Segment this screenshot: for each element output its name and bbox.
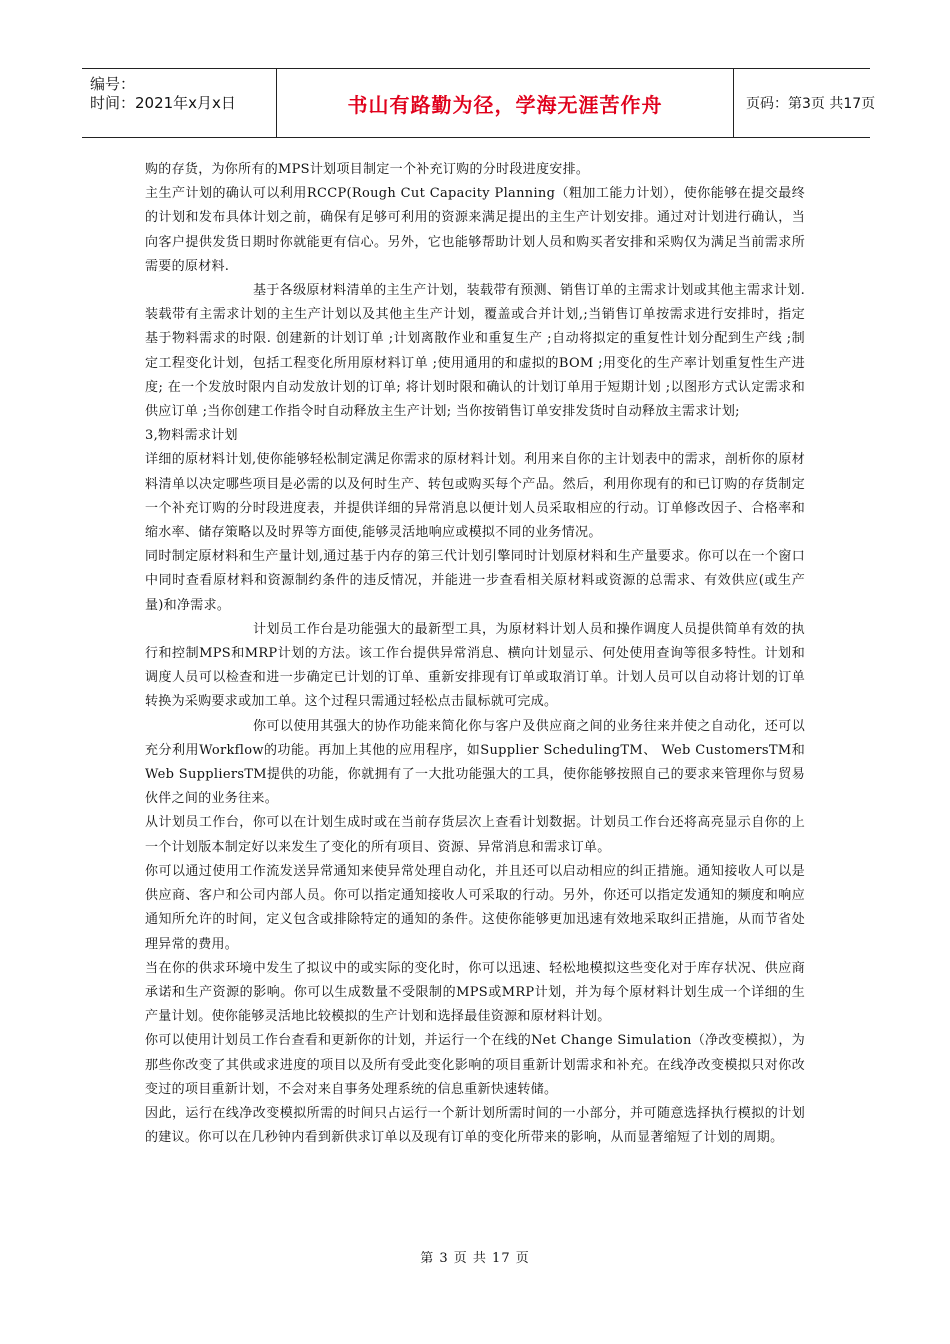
header-page-cell <box>734 69 876 137</box>
section-heading: 3,物料需求计划 <box>145 428 238 444</box>
page-footer: 第 3 页 共 17 页 <box>420 1251 530 1266</box>
paragraph: 当在你的供求环境中发生了拟议中的或实际的变化时，你可以迅速、轻松地模拟这些变化对于库存状况、供应商承诺和生产资源的影响。你可以生成数量不受限制的MPS或MRP计划，并为每个原材料计划生成一个详细的生产量计划。使你能够灵活地比较模拟的生产计划和选择最佳资源和原材料计划。 <box>145 960 805 1025</box>
doc-number-label: 编号： <box>90 75 136 93</box>
paragraph: 基于各级原材料清单的主生产计划，装载带有预测、销售订单的主需求计划或其他主需求计划.装载带有主需求计划的主生产计划以及其他主生产计划，覆盖或合并计划,;当销售订单按需求进行安排时，指定基于物料需求的时限. 创建新的计划订单 ;计划离散作业和重复生产 ;自动将拟定的重复性计划分配到生产线 ;制定工程变化计划，包括工程变化所用原材料订单 ;使用通用的和虚拟的BOM ;用变化的生产率计划重复性生产进度; 在一个发放时限内自动发放计划的订单; 将计划时限和确认的计划订单用于短期计划 ;以图形方式认定需求和供应订单 ;当你创建工作指令时自动释放主生产计划; 当你按销售订单安排发货时自动释放主需求计划; <box>145 283 805 420</box>
paragraph: 主生产计划的确认可以利用RCCP(Rough Cut Capacity Planning（粗加工能力计划），使你能够在提交最终的计划和发布具体计划之前，确保有足够可利用的资源来满足提出的主生产计划安排。通过对计划进行确认，当向客户提供发货日期时你就能更有信心。另外，它也能够帮助计划人员和购买者安排和采购仅为满足当前需求所需要的原材料. <box>145 186 805 274</box>
paragraph: 计划员工作台是功能强大的最新型工具，为原材料计划人员和操作调度人员提供简单有效的执行和控制MPS和MRP计划的方法。该工作台提供异常消息、横向计划显示、何处使用查询等很多特性。计划和调度人员可以检查和进一步确定已计划的订单、重新安排现有订单或取消订单。计划人员可以自动将计划的订单转换为采购要求或加工单。这个过程只需通过轻松点击鼠标就可完成。 <box>145 621 805 710</box>
paragraph: 同时制定原材料和生产量计划,通过基于内存的第三代计划引擎同时计划原材料和生产量要求。你可以在一个窗口中同时查看原材料和资源制约条件的违反情况，并能进一步查看相关原材料或资源的总需求、有效供应(或生产量)和净需求。 <box>145 549 805 613</box>
motto-text: 书山有路勤为径，学海无涯苦作舟 <box>347 92 663 117</box>
paragraph: 因此，运行在线净改变模拟所需的时间只占运行一个新计划所需时间的一小部分，并可随意选择执行模拟的计划的建议。你可以在几秒钟内看到新供求订单以及现有订单的变化所带来的影响，从而显著缩短了计划的周期。 <box>145 1105 805 1146</box>
paragraph: 购的存货，为你所有的MPS计划项目制定一个补充订购的分时段进度安排。 <box>145 162 590 177</box>
header-motto-cell <box>277 69 734 137</box>
page-header <box>82 68 876 138</box>
paragraph: 你可以通过使用工作流发送异常通知来使异常处理自动化，并且还可以启动相应的纠正措施。通知接收人可以是供应商、客户和公司内部人员。你可以指定通知接收人可采取的行动。另外，你还可以指定发通知的频度和响应通知所允许的时间，定义包含或排除特定的通知的条件。这使你能够更加迅速有效地采取纠正措施，从而节省处理异常的费用。 <box>145 863 805 952</box>
document-body <box>145 158 805 1150</box>
paragraph: 详细的原材料计划,使你能够轻松制定满足你需求的原材料计划。利用来自你的主计划表中的需求，剖析你的原材料清单以决定哪些项目是必需的以及何时生产、转包或购买每个产品。然后，利用你现有的和已订购的存货制定一个补充订购的分时段进度表，并提供详细的异常消息以便计划人员采取相应的行动。订单修改因子、合格率和缩水率、储存策略以及时界等方面使,能够灵活地响应或模拟不同的业务情况。 <box>145 452 805 541</box>
paragraph: 你可以使用计划员工作台查看和更新你的计划，并运行一个在线的Net Change Simulation（净改变模拟），为那些你改变了其供或求进度的项目以及所有受此变化影响的项目重新计划需求和补充。在线净改变模拟只对你改变过的项目重新计划，不会对来自事务处理系统的信息重新快速转储。 <box>145 1033 805 1097</box>
paragraph: 从计划员工作台，你可以在计划生成时或在当前存货层次上查看计划数据。计划员工作台还将高亮显示自你的上一个计划版本制定好以来发生了变化的所有项目、资源、异常消息和需求订单。 <box>145 815 805 855</box>
page-code: 页码：第3页 共17页 <box>746 96 876 112</box>
header-info-cell <box>82 69 277 137</box>
paragraph: 你可以使用其强大的协作功能来简化你与客户及供应商之间的业务往来并使之自动化，还可以充分利用Workflow的功能。再加上其他的应用程序，如Supplier SchedulingTM、 Web CustomersTM和Web SuppliersTM提供的功能，你就拥有了一大批功能强大的工具，使你能够按照自己的要求来管理你与贸易伙伴之间的业务往来。 <box>145 718 805 807</box>
time-label: 时间：2021年x月x日 <box>90 94 236 112</box>
